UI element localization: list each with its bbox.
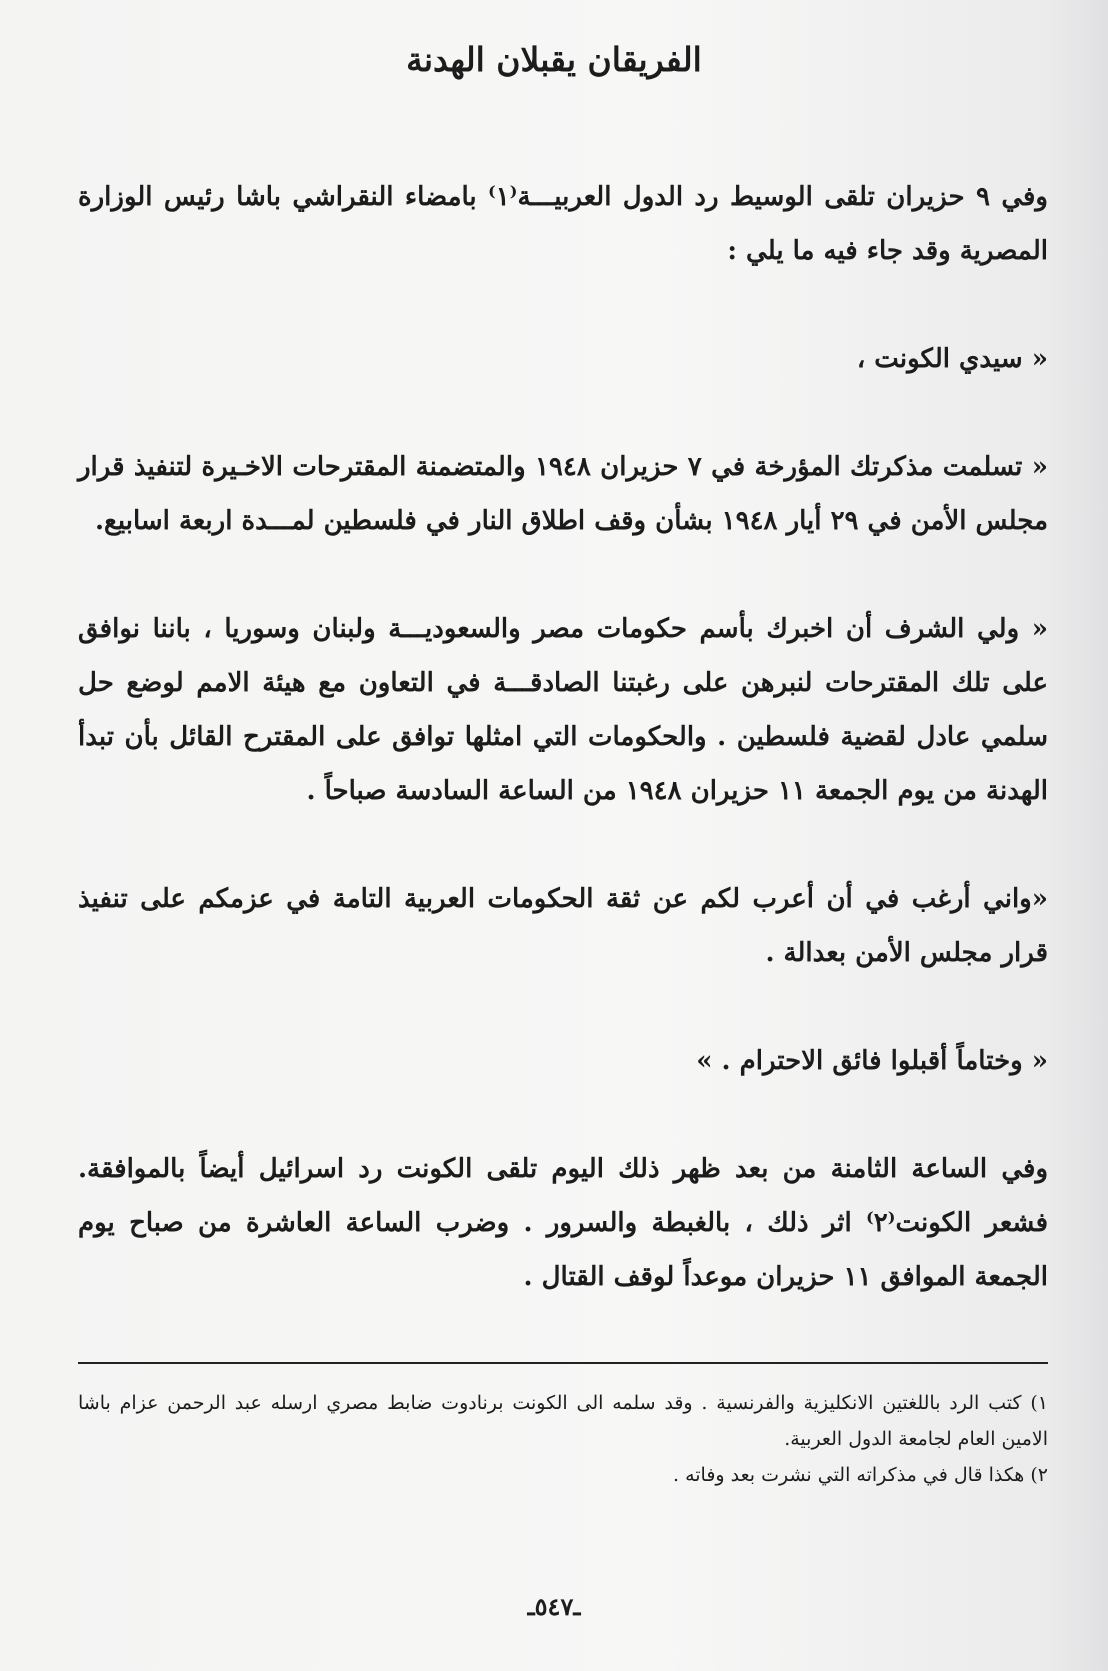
page-number: ـ٥٤٧ـ [527, 1592, 581, 1621]
paragraph-israel-reply: وفي الساعة الثامنة من بعد ظهر ذلك اليوم تلقى الكونت رد اسرائيل أيضاً بالموافقة. فشعر الكونت⁽٢⁾ اثر ذلك ، بالغبطة والسرور . وضرب الساعة العاشرة من صباح يوم الجمعة الموافق ١١ حزيران موعداً لوقف القتال . [78, 1154, 1048, 1292]
body-text [78, 170, 1048, 1304]
running-head: الفريقان يقبلان الهدنة [406, 40, 702, 79]
page-shadow-edge [1048, 0, 1108, 1671]
footnote-divider [78, 1362, 1048, 1364]
paragraph-confidence: «واني أرغب في أن أعرب لكم عن ثقة الحكومات العربية التامة في عزمكم على تنفيذ قرار مجلس الأمن بعدالة . [78, 884, 1048, 968]
paragraph-mediator-receives-reply: وفي ٩ حزيران تلقى الوسيط رد الدول العربيـــة⁽١⁾ بامضاء النقراشي باشا رئيس الوزارة المصرية وقد جاء فيه ما يلي : [78, 182, 1048, 266]
footnote-2: ٢) هكذا قال في مذكراته التي نشرت بعد وفاته . [672, 1464, 1048, 1486]
paragraph-arab-governments-agree: « ولي الشرف أن اخبرك بأسم حكومات مصر والسعوديـــة ولبنان وسوريا ، باننا نوافق على تلك المقترحات لنبرهن على رغبتنا الصادقـــة في التعاون مع هيئة الامم لوضع حل سلمي عادل لقضية فلسطين . والحكومات التي امثلها توافق على المقترح القائل بأن تبدأ الهدنة من يوم الجمعة ١١ حزيران ١٩٤٨ من الساعة السادسة صباحاً . [78, 614, 1048, 806]
footnote-1: ١) كتب الرد باللغتين الانكليزية والفرنسية . وقد سلمه الى الكونت برنادوت ضابط مصري ارسله عبد الرحمن عزام باشا الامين العام لجامعة الدول العربية. [78, 1392, 1048, 1450]
footnotes [78, 1385, 1048, 1493]
paragraph-received-memo: « تسلمت مذكرتك المؤرخة في ٧ حزيران ١٩٤٨ والمتضمنة المقترحات الاخـيرة لتنفيذ قرار مجلس الأمن في ٢٩ أيار ١٩٤٨ بشأن وقف اطلاق النار في فلسطين لمـــدة اربعة اسابيع. [78, 452, 1048, 536]
paragraph-salutation: « سيدي الكونت ، [856, 344, 1048, 374]
paragraph-closing: « وختاماً أقبلوا فائق الاحترام . » [696, 1046, 1048, 1076]
